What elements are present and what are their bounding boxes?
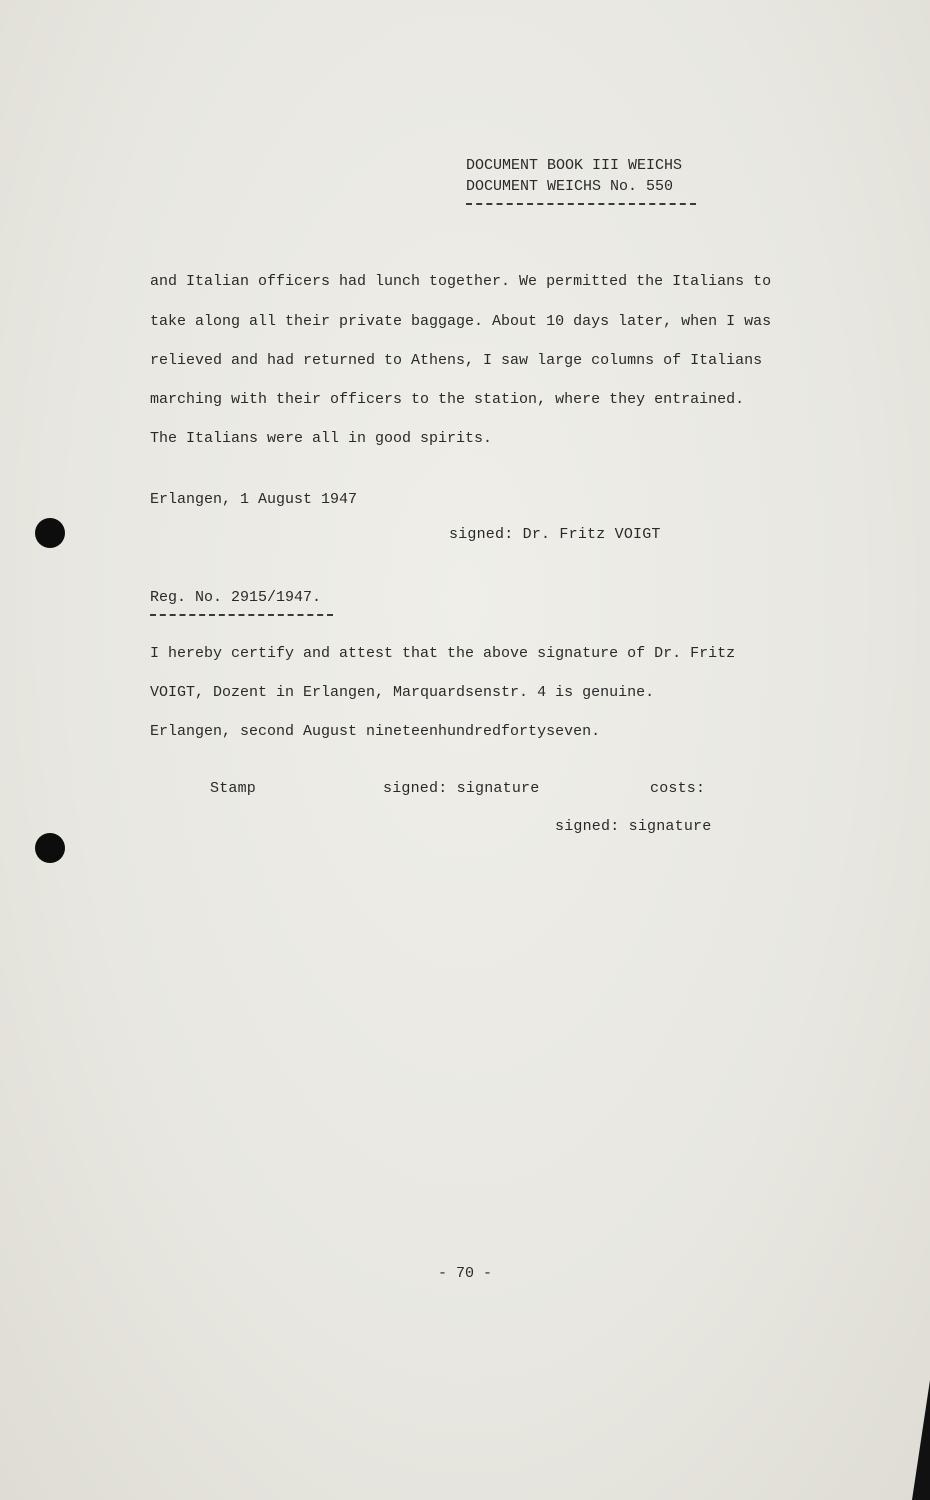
page-number: - 70 - (437, 1265, 492, 1282)
statement-line: relieved and had returned to Athens, I saw large columns of Italians (150, 352, 763, 369)
certification-line: I hereby certify and attest that the above signature of Dr. Fritz (150, 645, 736, 662)
document-header (466, 155, 682, 197)
place-date: Erlangen, 1 August 1947 (150, 491, 358, 508)
signature-voigt: signed: Dr. Fritz VOIGT (449, 526, 661, 543)
signed-signature-right: signed: signature (555, 818, 712, 835)
statement-line: take along all their private baggage. About 10 days later, when I was (150, 313, 772, 330)
certification-line: VOIGT, Dozent in Erlangen, Marquardsenstr. 4 is genuine. (150, 684, 655, 701)
signed-signature-center: signed: signature (383, 780, 540, 797)
punch-hole-top (35, 518, 65, 548)
registration-number: Reg. No. 2915/1947. (150, 589, 322, 606)
statement-line: marching with their officers to the station, where they entrained. (150, 391, 745, 408)
registration-dashed-rule (150, 614, 333, 616)
page-corner-curl (912, 1380, 930, 1500)
statement-line: The Italians were all in good spirits. (150, 430, 493, 447)
costs-label: costs: (650, 780, 706, 797)
header-document-number: DOCUMENT WEICHS No. 550 (466, 178, 674, 195)
certification-line: Erlangen, second August nineteenhundredfortyseven. (150, 723, 601, 740)
header-book-line: DOCUMENT BOOK III WEICHS (466, 157, 683, 174)
statement-line: and Italian officers had lunch together. We permitted the Italians to (150, 273, 772, 290)
stamp-label: Stamp (210, 780, 257, 797)
header-dashed-rule (466, 203, 696, 205)
punch-hole-bottom (35, 833, 65, 863)
